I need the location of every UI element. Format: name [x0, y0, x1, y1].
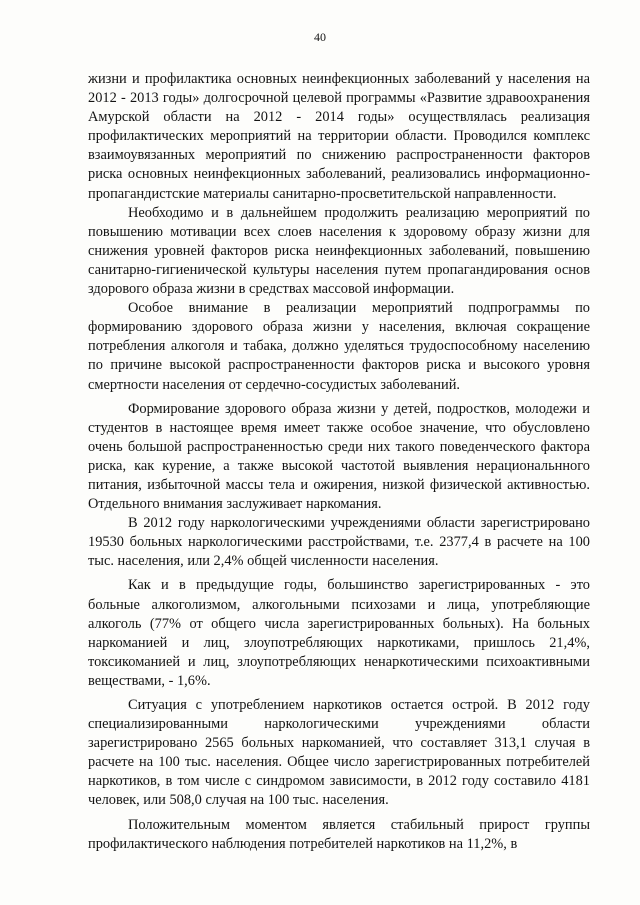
paragraph-8: Положительным моментом является стабильный прирост группы профилактического наблюдения потребителей наркотиков на 11,2%, в [88, 816, 590, 852]
paragraph-6: Как и в предыдущие годы, большинство зарегистрированных - это больные алкоголизмом, алкогольными психозами и лица, употребляющие алкоголь (77% от общего числа зарегистрированных больных). На больных наркоманией и лиц, злоупотребляющих наркотиками, пришлось 21,4%, токсикоманией и лиц, злоупотребляющих ненаркотическими психоактивными веществами, - 1,6%. [88, 577, 590, 689]
body-text [88, 70, 590, 854]
paragraph-2: Необходимо и в дальнейшем продолжить реализацию мероприятий по повышению мотивации всех слоев населения к здоровому образу жизни для снижения уровней факторов риска неинфекционных заболеваний, повышению санитарно-гигиенической культуры населения путем пропагандирования основ здорового образа жизни в средствах массовой информации. [88, 204, 590, 298]
paragraph-4: Формирование здорового образа жизни у детей, подростков, молодежи и студентов в настоящее время имеет также особое значение, что обусловлено очень большой распространенностью среди них такого поведенческого фактора риска, как курение, а также высокой частотой выявления нерациональнного питания, избыточной массы тела и ожирения, низкой физической активностью. Отдельного внимания заслуживает наркомания. [88, 400, 590, 513]
paragraph-7: Ситуация с употреблением наркотиков остается острой. В 2012 году специализированными наркологическими учреждениями области зарегистрировано 2565 больных наркоманией, что составляет 313,1 случая в расчете на 100 тыс. населения. Общее число зарегистрированных потребителей наркотиков, в том числе с синдромом зависимости, в 2012 году составило 4181 человек, или 508,0 случая на 100 тыс. населения. [88, 697, 590, 809]
page-number: 40 [314, 30, 326, 44]
paragraph-3: Особое внимание в реализации мероприятий подпрограммы по формированию здорового образа жизни у населения, включая сокращение потребления алкоголя и табака, должно уделяться трудоспособному населению по причине высокой распространенности факторов риска и высокого уровня смертности населения от сердечно-сосудистых заболеваний. [88, 300, 590, 393]
paragraph-1: жизни и профилактика основных неинфекционных заболеваний у населения на 2012 - 2013 годы» долгосрочной целевой программы «Развитие здравоохранения Амурской области на 2012 - 2014 годы» осуществлялась реализация профилактических мероприятий на территории области. Проводился комплекс взаимоувязанных мероприятий по снижению распространенности факторов риска основных неинфекционных заболеваний, реализовались информационно-пропагандистские материалы санитарно-просветительской направленности. [88, 71, 590, 202]
paragraph-5: В 2012 году наркологическими учреждениями области зарегистрировано 19530 больных наркологическими расстройствами, т.е. 2377,4 в расчете на 100 тыс. населения, или 2,4% общей численности населения. [88, 515, 590, 570]
